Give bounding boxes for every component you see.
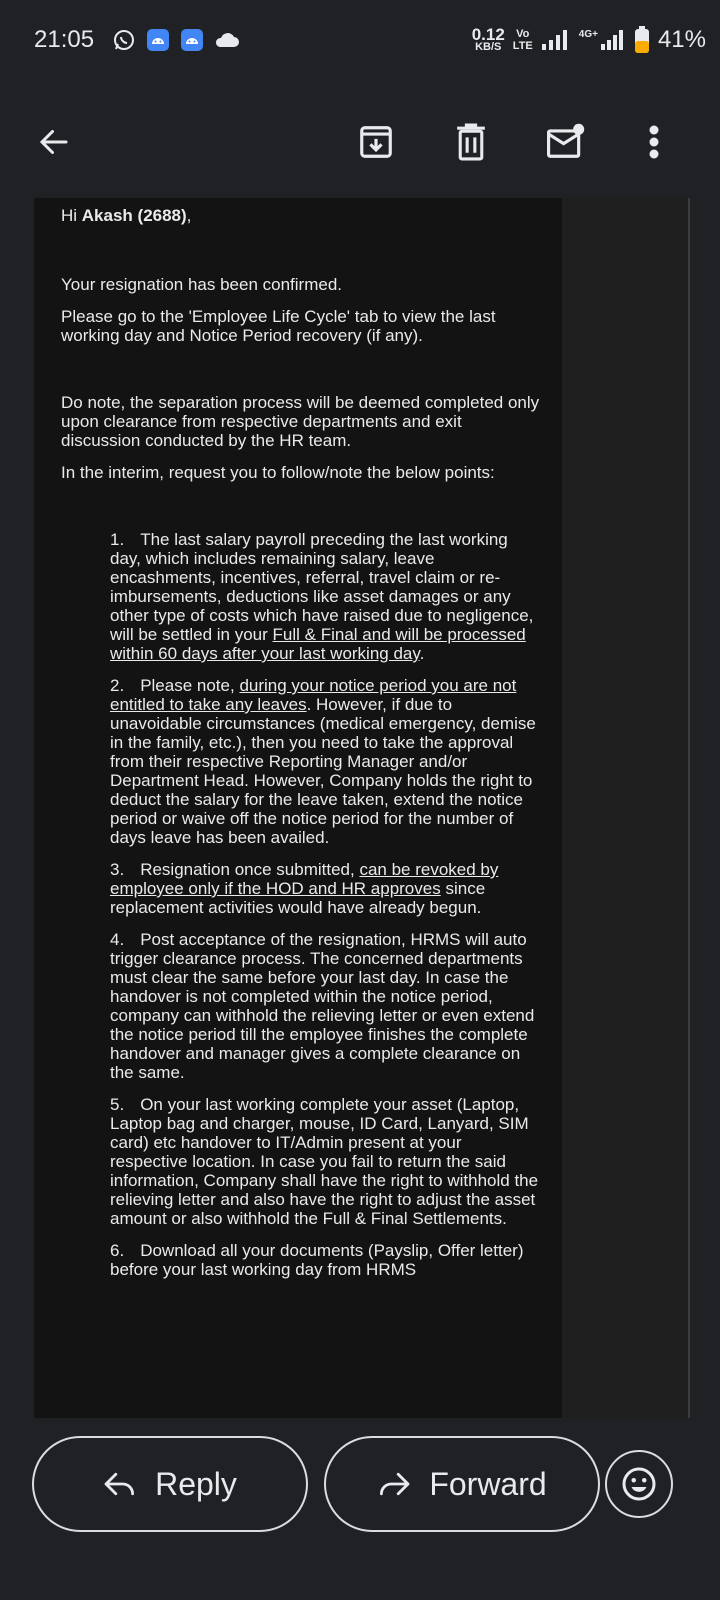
underlined-text: can be revoked by employee only if the HOD and HR approves xyxy=(110,860,499,898)
forward-label: Forward xyxy=(429,1465,547,1502)
list-item: 1. The last salary payroll preceding the last working day, which includes remaining salary, leave encashments, incentives, referral, travel claim or re-imbursements, deductions like asset damages or any other type of costs which have raised due to negligence, will be settled in your Full & Final and will be processed within 60 days after your last working day. xyxy=(110,530,534,663)
delete-icon xyxy=(452,122,490,162)
points-list xyxy=(61,530,541,1279)
archive-button[interactable] xyxy=(352,118,400,166)
interim-paragraph: In the interim, request you to follow/note the below points: xyxy=(61,463,495,482)
emoji-reaction-button[interactable] xyxy=(605,1450,673,1518)
android-icon xyxy=(180,28,204,52)
email-body[interactable] xyxy=(0,198,720,1418)
forward-icon xyxy=(377,1470,411,1498)
list-item: 3. Resignation once submitted, can be revoked by employee only if the HOD and HR approves since replacement activities would have already begun. xyxy=(110,860,499,917)
list-item: 6. Download all your documents (Payslip, Offer letter) before your last working day from HRMS xyxy=(110,1241,524,1279)
volte-indicator: Vo LTE xyxy=(512,28,533,52)
forward-button[interactable] xyxy=(324,1436,600,1532)
list-item: 5. On your last working complete your asset (Laptop, Laptop bag and charger, mouse, ID Card, Lanyard, SIM card) etc handover to IT/Admin present at your respective location. In case you fail to return the said information, Company shall have the right to withhold the relieving letter and also have the right to adjust the asset amount or also withhold the Full & Final Settlements. xyxy=(110,1095,539,1228)
reply-label: Reply xyxy=(155,1465,237,1502)
recipient-name: Akash (2688) xyxy=(81,206,187,225)
battery-icon xyxy=(634,26,650,54)
more-options-button[interactable] xyxy=(630,118,678,166)
reply-button[interactable] xyxy=(32,1436,308,1532)
reply-icon xyxy=(103,1470,137,1498)
list-item: 2. Please note, during your notice period you are not entitled to take any leaves. However, if due to unavoidable circumstances (medical emergency, demise in the family, etc.), then you need to take the approval from their respective Reporting Manager and/or Department Head. However, Company holds the right to deduct the salary for the leave taken, extend the notice period or waive off the notice period for the number of days leave has been availed. xyxy=(110,676,536,847)
email-message xyxy=(61,206,541,1292)
list-item: 4. Post acceptance of the resignation, HRMS will auto trigger clearance process. The concerned departments must clear the same before your last day. In case the handover is not completed within the notice period, company can withhold the relieving letter or even extend the notice period till the employee finishes the complete handover and manager gives a complete clearance on the same. xyxy=(110,930,535,1082)
delete-button[interactable] xyxy=(447,118,495,166)
emoji-smile-icon xyxy=(621,1466,657,1502)
signal-icon xyxy=(541,29,571,51)
mark-unread-icon xyxy=(545,123,587,161)
confirmation-line: Your resignation has been confirmed. xyxy=(61,275,342,294)
battery-percent: 41% xyxy=(657,26,706,53)
mark-unread-button[interactable] xyxy=(542,118,590,166)
bottom-action-bar xyxy=(0,1418,720,1600)
cloud-icon xyxy=(214,30,240,50)
android-icon xyxy=(146,28,170,52)
greeting: Hi Akash (2688), xyxy=(61,206,192,225)
back-button[interactable] xyxy=(30,118,78,166)
status-time: 21:05 xyxy=(34,26,95,53)
signal-icon xyxy=(600,29,626,51)
whatsapp-icon xyxy=(112,28,136,52)
back-arrow-icon xyxy=(36,124,72,160)
network-4g: 4G+ xyxy=(579,29,626,51)
top-app-bar xyxy=(0,100,720,196)
email-card-overflow xyxy=(562,198,690,1418)
underlined-text: during your notice period you are not entitled to take any leaves xyxy=(110,676,517,714)
instruction-line: Please go to the 'Employee Life Cycle' tab to view the last working day and Notice Period recovery (if any). xyxy=(61,307,496,345)
notification-icons xyxy=(112,28,240,52)
status-bar xyxy=(0,0,720,86)
system-icons xyxy=(472,26,706,54)
more-vert-icon xyxy=(648,124,660,160)
data-speed: 0.12 KB/S xyxy=(471,25,505,53)
archive-icon xyxy=(357,123,395,161)
note-paragraph: Do note, the separation process will be deemed completed only upon clearance from respective departments and exit discussion conducted by the HR team. xyxy=(61,393,540,450)
underlined-text: Full & Final and will be processed within 60 days after your last working day xyxy=(110,625,526,663)
